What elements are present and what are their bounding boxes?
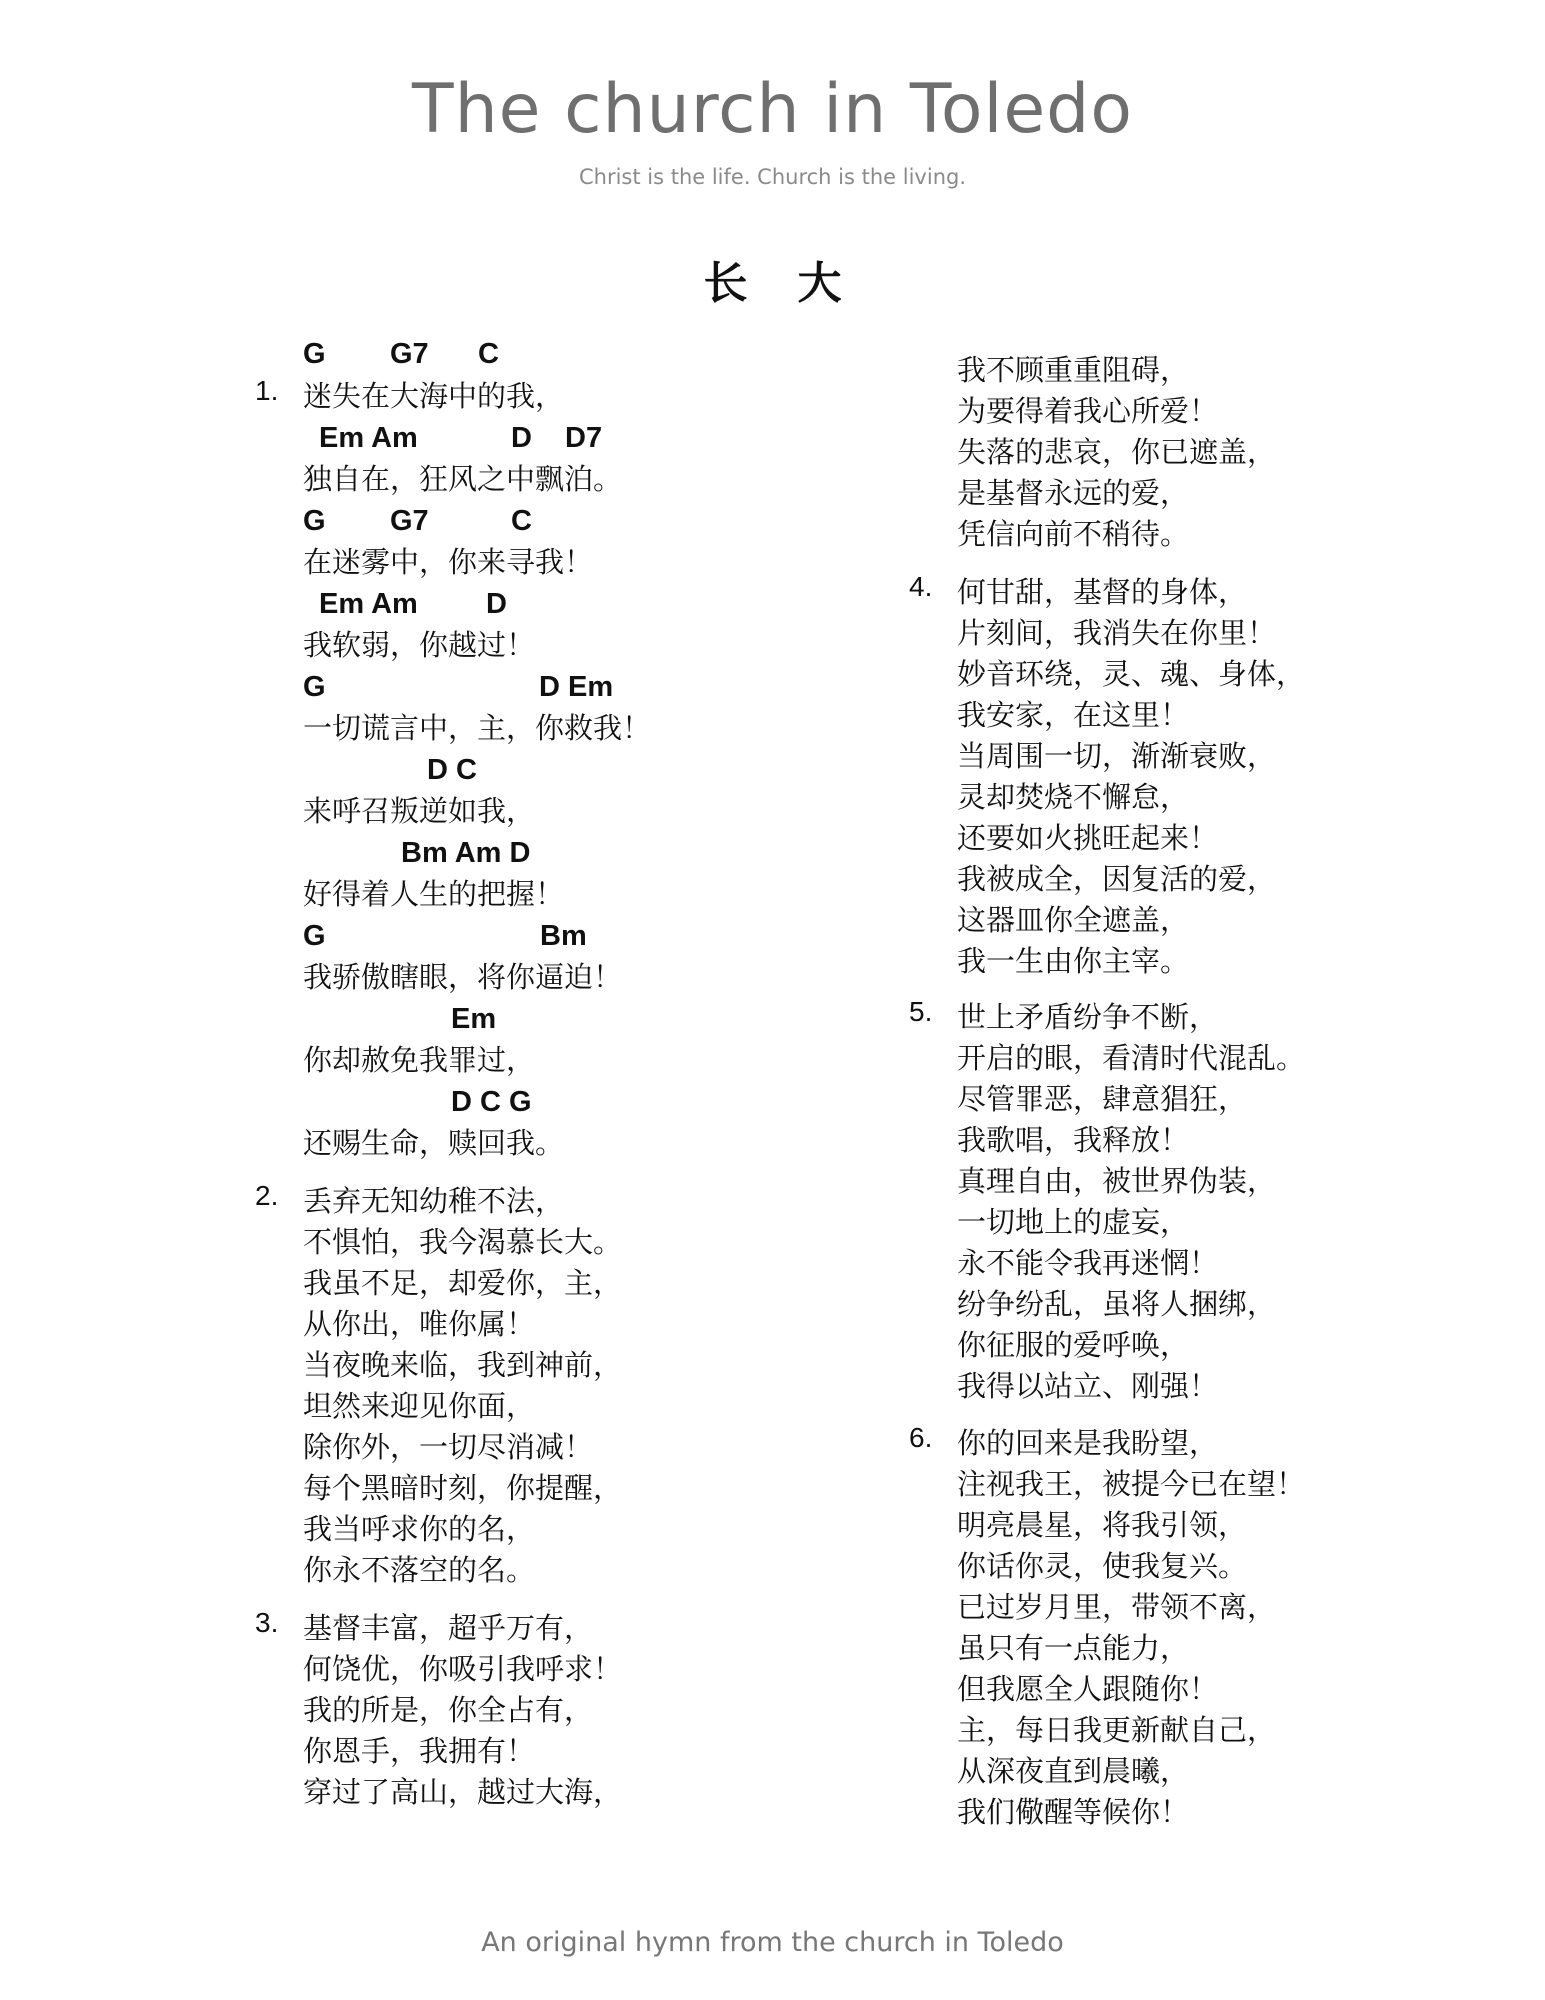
chord: G [303, 505, 326, 537]
lyric-line: 明亮晨星，将我引领， [957, 1508, 1248, 1542]
lyric-line: 你话你灵，使我复兴。 [957, 1549, 1248, 1583]
chord: D C [427, 754, 477, 786]
lyric-line: 来呼召叛逆如我， [303, 794, 536, 828]
verse-number: 1. [255, 375, 279, 406]
chord: Em [451, 1003, 497, 1035]
lyric-line: 我一生由你主宰。 [957, 944, 1190, 978]
tagline: Christ is the life. Church is the living. [578, 165, 967, 189]
chord: D [486, 588, 507, 620]
lyric-line: 我软弱，你越过！ [303, 628, 536, 662]
song-title: 长大 [703, 258, 892, 309]
church-title: The church in Toledo [412, 70, 1133, 149]
chord: Em Am [319, 588, 418, 620]
lyric-line: 我被成全，因复活的爱， [957, 862, 1277, 896]
lyric-line: 一切谎言中，主，你救我！ [303, 711, 652, 745]
lyric-line: 还要如火挑旺起来！ [957, 821, 1219, 855]
lyric-line: 从深夜直到晨曦， [957, 1754, 1190, 1788]
chord: D Em [539, 671, 614, 703]
lyric-line: 每个黑暗时刻，你提醒， [303, 1471, 623, 1505]
lyric-line: 迷失在大海中的我， [303, 379, 565, 413]
lyric-line: 纷争纷乱，虽将人捆绑， [957, 1287, 1277, 1321]
verse-number: 3. [255, 1607, 279, 1638]
lyric-line: 你恩手，我拥有！ [303, 1734, 536, 1768]
lyric-line: 丢弃无知幼稚不法， [303, 1184, 565, 1218]
lyric-line: 妙音环绕，灵、魂、身体， [957, 657, 1306, 691]
lyric-line: 从你出，唯你属！ [303, 1307, 536, 1341]
lyric-line: 我得以站立、刚强！ [957, 1369, 1219, 1403]
lyric-line: 已过岁月里，带领不离， [957, 1590, 1277, 1624]
lyric-line: 你却赦免我罪过， [303, 1043, 536, 1077]
lyric-line: 我骄傲瞎眼，将你逼迫！ [303, 960, 623, 994]
lyric-line: 还赐生命，赎回我。 [303, 1126, 565, 1160]
verse-number: 2. [255, 1180, 279, 1211]
lyric-line: 坦然来迎见你面， [303, 1389, 536, 1423]
footer-note: An original hymn from the church in Toledo [481, 1927, 1064, 1958]
lyric-line: 我当呼求你的名， [303, 1512, 536, 1546]
lyric-line: 我们儆醒等候你！ [957, 1795, 1190, 1829]
lyric-line: 好得着人生的把握！ [303, 877, 565, 911]
verse-number: 6. [909, 1422, 933, 1453]
chord: G [303, 338, 326, 370]
lyric-line: 我歌唱，我释放！ [957, 1123, 1190, 1157]
lyric-line: 我虽不足，却爱你，主， [303, 1266, 623, 1300]
lyric-line: 在迷雾中，你来寻我！ [303, 545, 594, 579]
lyric-line: 何甘甜，基督的身体， [957, 575, 1248, 609]
verse-number: 4. [909, 571, 933, 602]
lyric-line: 是基督永远的爱， [957, 476, 1190, 510]
lyric-line: 你的回来是我盼望， [957, 1426, 1219, 1460]
chord: G [303, 671, 326, 703]
chord: Bm Am D [401, 837, 531, 869]
lyric-line: 何饶优，你吸引我呼求！ [303, 1652, 623, 1686]
lyric-line: 你永不落空的名。 [303, 1553, 536, 1587]
lyric-line: 除你外，一切尽消减！ [303, 1430, 594, 1464]
verse-number: 5. [909, 996, 933, 1027]
lyric-line: 独自在，狂风之中飘泊。 [303, 462, 623, 496]
lyric-line: 基督丰富，超乎万有， [303, 1611, 594, 1645]
chord: G7 [390, 505, 429, 537]
lyric-line: 不惧怕，我今渴慕长大。 [303, 1225, 623, 1259]
chord: D [511, 422, 532, 454]
lyric-line: 你征服的爱呼唤， [957, 1328, 1190, 1362]
lyric-line: 开启的眼，看清时代混乱。 [957, 1041, 1306, 1075]
chord: G [303, 920, 326, 952]
lyric-line: 一切地上的虚妄， [957, 1205, 1190, 1239]
lyric-line: 我不顾重重阻碍， [957, 353, 1190, 387]
lyric-line: 尽管罪恶，肆意猖狂， [957, 1082, 1248, 1116]
chord: C [511, 505, 532, 537]
lyric-line: 但我愿全人跟随你！ [957, 1672, 1219, 1706]
lyric-line: 真理自由，被世界伪装， [957, 1164, 1277, 1198]
lyric-line: 注视我王，被提今已在望！ [957, 1467, 1306, 1501]
chord: Em Am [319, 422, 418, 454]
lyric-line: 当夜晚来临，我到神前， [303, 1348, 623, 1382]
lyric-line: 我的所是，你全占有， [303, 1693, 594, 1727]
chord: D7 [565, 422, 603, 454]
lyric-line: 主，每日我更新献自己， [957, 1713, 1277, 1747]
lyric-line: 世上矛盾纷争不断， [957, 1000, 1219, 1034]
lyric-line: 片刻间，我消失在你里！ [957, 616, 1277, 650]
lyric-line: 凭信向前不稍待。 [957, 517, 1190, 551]
lyric-line: 这器皿你全遮盖， [957, 903, 1190, 937]
lyric-line: 永不能令我再迷惘！ [957, 1246, 1219, 1280]
lyric-line: 虽只有一点能力， [957, 1631, 1190, 1665]
chord: G7 [390, 338, 429, 370]
chord: D C G [451, 1086, 532, 1118]
lyric-line: 失落的悲哀，你已遮盖， [957, 435, 1277, 469]
chord: C [478, 338, 499, 370]
lyric-line: 当周围一切，渐渐衰败， [957, 739, 1277, 773]
lyric-line: 为要得着我心所爱！ [957, 394, 1219, 428]
lyric-line: 穿过了高山，越过大海， [303, 1775, 623, 1809]
lyric-line: 我安家，在这里！ [957, 698, 1190, 732]
lyric-line: 灵却焚烧不懈怠， [957, 780, 1190, 814]
chord: Bm [540, 920, 587, 952]
